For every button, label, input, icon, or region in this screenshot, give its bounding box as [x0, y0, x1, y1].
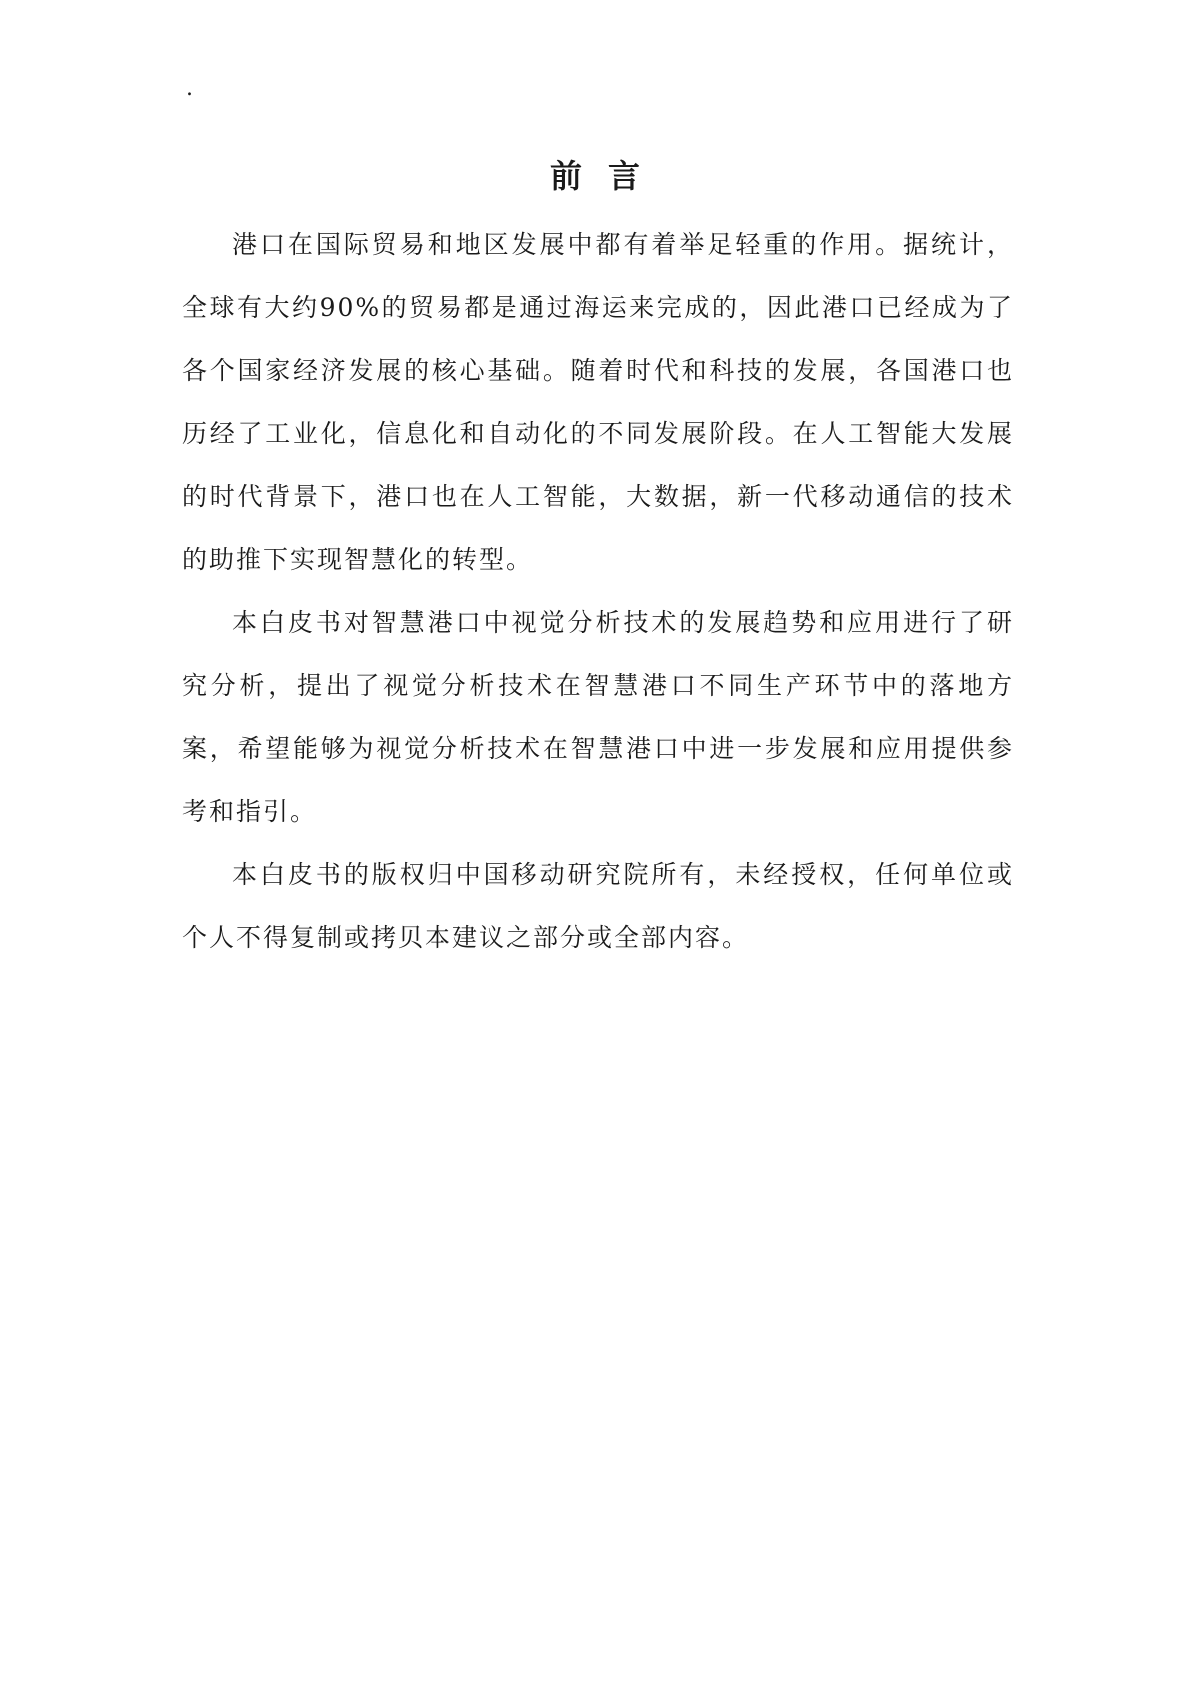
- document-body: [182, 213, 1014, 969]
- paragraph-scope: 本白皮书对智慧港口中视觉分析技术的发展趋势和应用进行了研究分析，提出了视觉分析技术在智慧港口不同生产环节中的落地方案，希望能够为视觉分析技术在智慧港口中进一步发展和应用提供参考和指引。: [182, 608, 1014, 826]
- paragraph-copyright: 本白皮书的版权归中国移动研究院所有，未经授权，任何单位或个人不得复制或拷贝本建议之部分或全部内容。: [182, 860, 1014, 952]
- paragraph-intro: 港口在国际贸易和地区发展中都有着举足轻重的作用。据统计，全球有大约90%的贸易都是通过海运来完成的，因此港口已经成为了各个国家经济发展的核心基础。随着时代和科技的发展，各国港口也历经了工业化，信息化和自动化的不同发展阶段。在人工智能大发展的时代背景下，港口也在人工智能，大数据，新一代移动通信的技术的助推下实现智慧化的转型。: [182, 230, 1014, 574]
- header-mark: .: [186, 76, 193, 101]
- page-title: 前言: [549, 157, 666, 195]
